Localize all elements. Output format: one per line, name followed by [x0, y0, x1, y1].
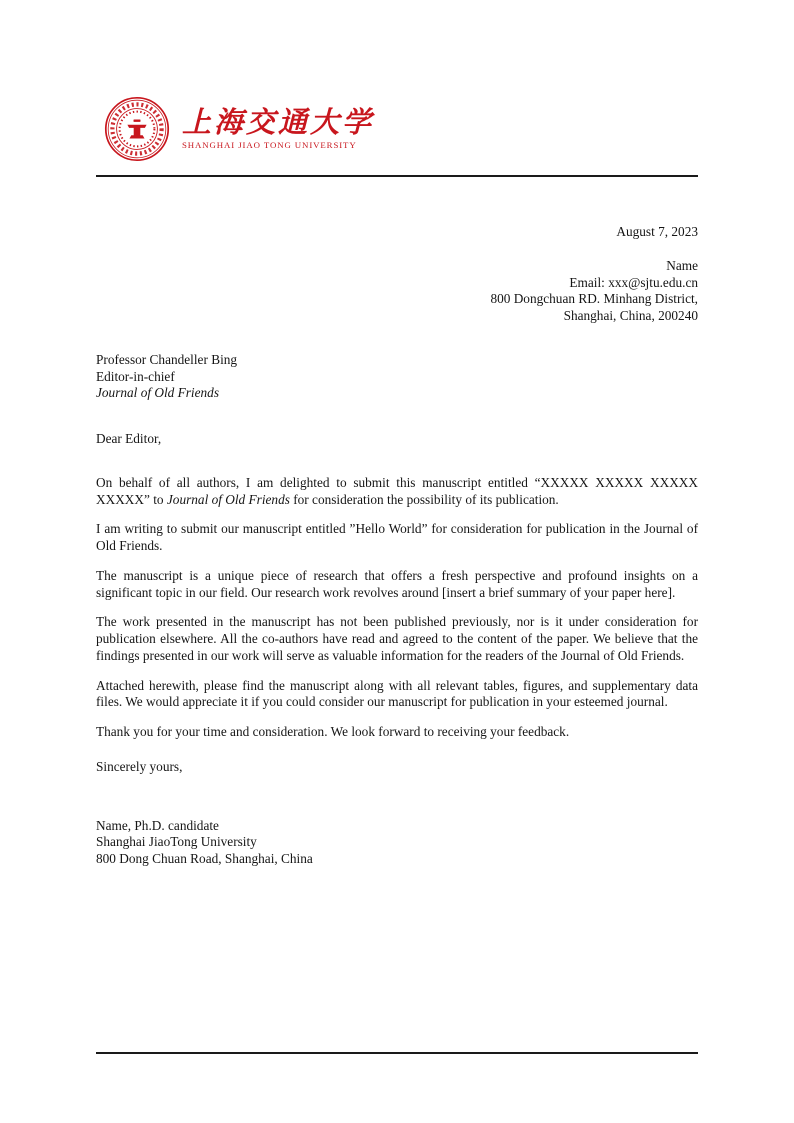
signature-block — [96, 818, 698, 868]
university-name-english: SHANGHAI JIAO TONG UNIVERSITY — [182, 140, 357, 151]
university-logo — [104, 96, 698, 162]
sender-email: Email: xxx@sjtu.edu.cn — [569, 274, 698, 290]
body-paragraphs — [96, 475, 698, 741]
recipient-journal: Journal of Old Friends — [96, 385, 219, 401]
paragraph-5: Attached herewith, please find the manuscript along with all relevant tables, figures, and supplementary data files. We would appreciate it if you could consider our manuscript for publication in your esteemed journal. — [96, 677, 698, 710]
paragraph-text-segment: for consideration the possibility of its publication. — [289, 491, 559, 507]
paragraph-1 — [96, 475, 698, 509]
sender-name: Name — [666, 257, 698, 273]
university-wordmark — [182, 104, 375, 152]
signature-affiliation: Shanghai JiaoTong University — [96, 834, 257, 850]
salutation: Dear Editor, — [96, 431, 162, 446]
closing: Sincerely yours, — [96, 758, 183, 774]
paragraph-2: I am writing to submit our manuscript entitled ”Hello World” for consideration for publication in the Journal of Old Friends. — [96, 521, 698, 553]
recipient-name: Professor Chandeller Bing — [96, 351, 238, 367]
recipient-block — [96, 352, 698, 402]
footer-rule — [96, 1052, 698, 1054]
sender-address-line-2: Shanghai, China, 200240 — [563, 308, 698, 323]
signature-address: 800 Dong Chuan Road, Shanghai, China — [96, 851, 313, 866]
sender-address-line-1: 800 Dongchuan RD. Minhang District, — [490, 291, 698, 307]
paragraph-text-segment: On behalf of all authors, I am delighted to submit this manuscript entitled “XXXXX XXXXX XXXXX XXXXX” to — [96, 474, 698, 507]
recipient-title: Editor-in-chief — [96, 368, 175, 384]
signature-name: Name, Ph.D. candidate — [96, 817, 219, 833]
paragraph-3: The manuscript is a unique piece of research that offers a fresh perspective and profound insights on a significant topic in our field. Our research work revolves around [insert a brief summary of your paper here]. — [96, 567, 698, 600]
sjtu-seal-icon — [104, 96, 170, 162]
letter-date: August 7, 2023 — [616, 224, 698, 239]
paragraph-text-segment-italic: Journal of Old Friends — [166, 491, 290, 507]
paragraph-4: The work presented in the manuscript has not been published previously, nor is it under consideration for publication elsewhere. All the co-authors have read and agreed to the content of the paper. We believe that the findings presented in our work will serve as valuable information for the readers of the Journal of Old Friends. — [96, 614, 698, 663]
university-name-chinese: 上海交通大学 — [182, 104, 375, 139]
sender-block — [96, 258, 698, 325]
paragraph-6: Thank you for your time and consideration. We look forward to receiving your feedback. — [96, 724, 570, 739]
header-rule — [96, 175, 698, 177]
